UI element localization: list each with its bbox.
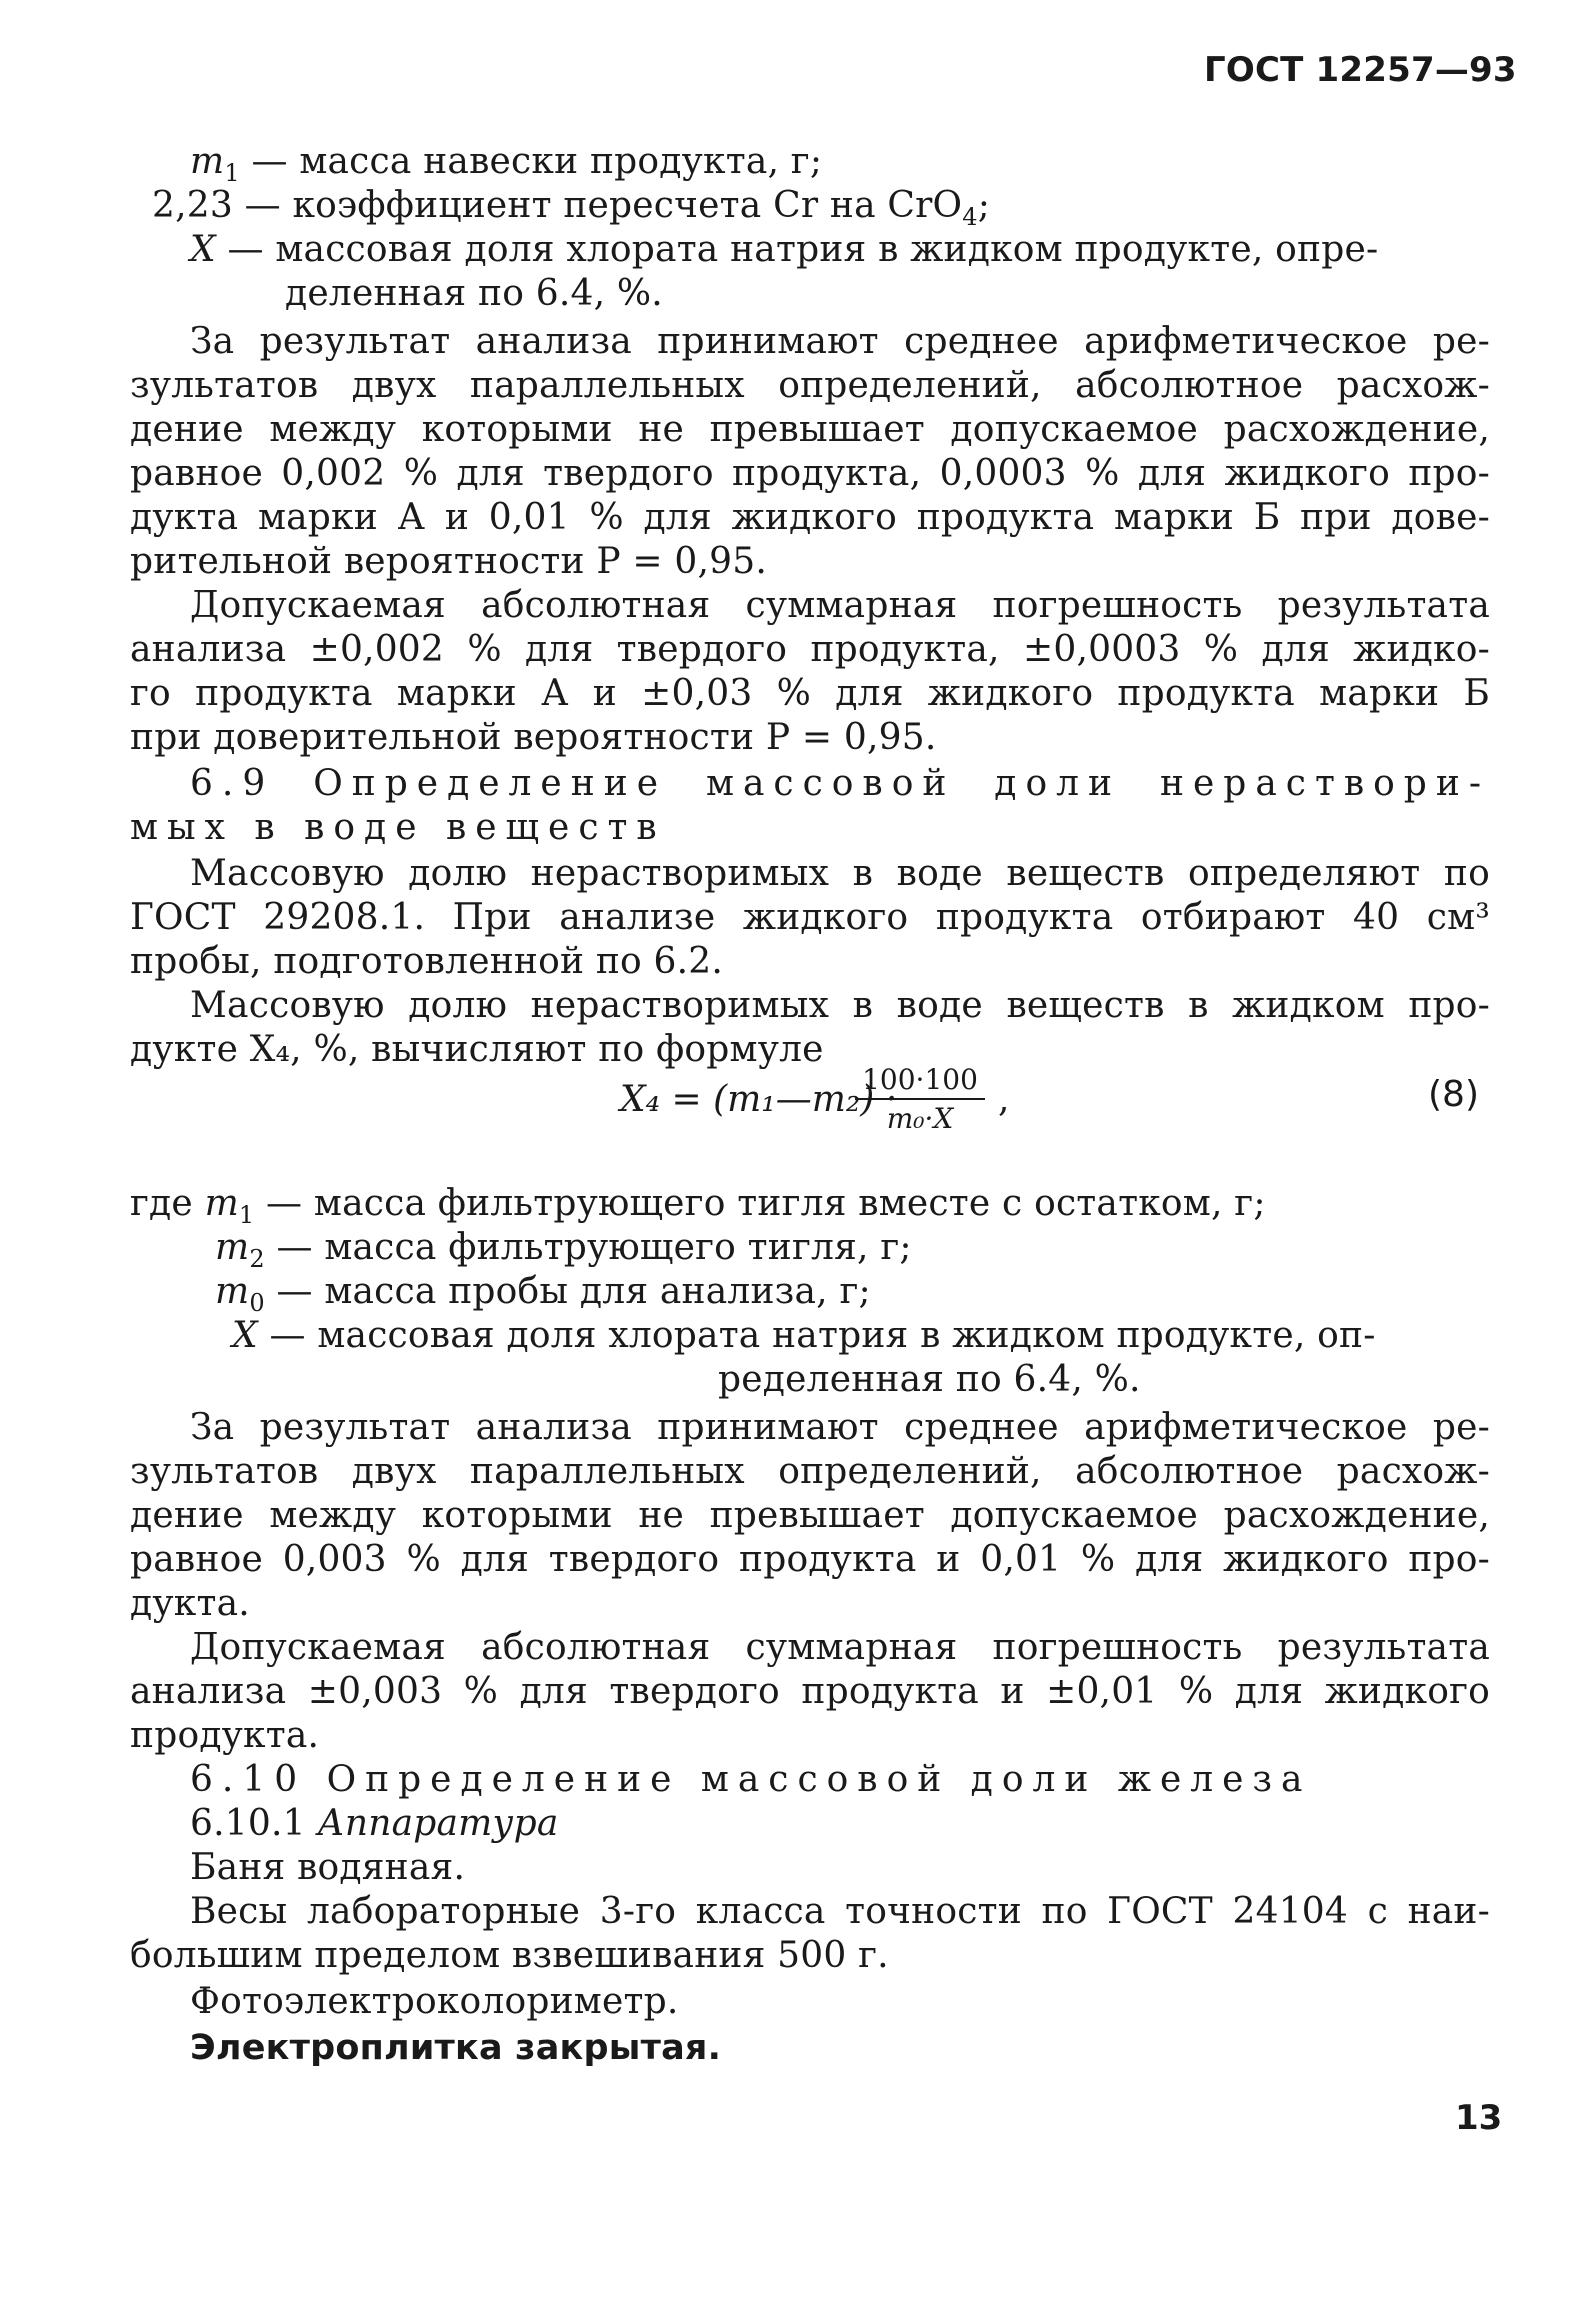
formula-lhs: X₄ = (m₁—m₂) · [620,1079,898,1120]
subscript: 1 [224,159,240,188]
definition-text: — массовая доля хлората натрия в жидком продукте, опре- [215,229,1379,270]
paragraph-line: при доверительной вероятности P = 0,95. [130,717,937,758]
definition-text: — масса навески продукта, г; [239,141,823,182]
paragraph-line: Допускаемая абсолютная суммарная погрешность результата [190,585,1490,626]
definition-text: — масса фильтрующего тигля, г; [264,1227,912,1268]
page-number: 13 [1455,2098,1503,2138]
definition-m0 [215,1270,871,1318]
paragraph-line: равное 0,002 % для твердого продукта, 0,0003 % для жидкого про- [130,453,1490,494]
paragraph-line: равное 0,003 % для твердого продукта и 0,01 % для жидкого про- [130,1539,1490,1580]
formula-8 [620,1055,1320,1175]
definition-x-continued: деленная по 6.4, %. [285,273,663,314]
paragraph-line: дукта. [130,1583,250,1624]
section-heading-continued: мых в воде веществ [130,807,666,848]
subscript: 0 [249,1289,265,1318]
symbol: m [190,141,225,182]
definition-x-continued: ределенная по 6.4, %. [718,1359,1141,1400]
subsection-heading [190,1802,559,1846]
formula-fraction [855,1063,985,1135]
paragraph-line: анализа ±0,002 % для твердого продукта, ±0,0003 % для жидко- [130,629,1490,670]
paragraph-line: Допускаемая абсолютная суммарная погрешность результата [190,1627,1490,1668]
section-heading: 6.9 Определение массовой доли нераствори- [190,763,1490,804]
equation-number: (8) [1428,1074,1479,1115]
formula-numerator: 100·100 [855,1063,985,1100]
subscript: 1 [238,1201,255,1230]
formula-denominator: m₀·X [886,1102,954,1135]
definition-text-end: ; [977,185,991,226]
symbol: X [190,229,216,270]
paragraph-line: го продукта марки А и ±0,03 % для жидкого продукта марки Б [130,673,1490,714]
subscript: 4 [962,203,978,232]
apparatus-item: Весы лабораторные 3-го класса точности по ГОСТ 24104 с наи- [190,1891,1490,1932]
paragraph-line: зультатов двух параллельных определений, абсолютное расхож- [130,1451,1490,1492]
paragraph-line: дение между которыми не превышает допускаемое расхождение, [130,1495,1490,1536]
definition-x [232,1314,1376,1358]
subsection-title: Аппаратура [317,1803,559,1844]
paragraph-line: продукта. [130,1715,320,1756]
paragraph-line: За результат анализа принимают среднее арифметическое ре- [190,1407,1490,1448]
paragraph-line: Массовую долю нерастворимых в воде веществ в жидком про- [190,985,1490,1026]
definition-text: — коэффициент пересчета Cr на CrO [232,185,963,226]
symbol: X [232,1315,258,1356]
subscript: 2 [249,1245,265,1274]
definition-x [190,228,1378,272]
definition-text: — массовая доля хлората натрия в жидком продукте, оп- [257,1315,1376,1356]
coefficient-value: 2,23 [152,185,233,226]
paragraph-line: Массовую долю нерастворимых в воде веществ определяют по [190,853,1490,894]
paragraph-line: ГОСТ 29208.1. При анализе жидкого продукта отбирают 40 см³ [130,897,1490,938]
paragraph-line: пробы, подготовленной по 6.2. [130,941,724,982]
apparatus-item: Баня водяная. [190,1847,466,1888]
paragraph-line: зультатов двух параллельных определений, абсолютное расхож- [130,365,1490,406]
paragraph-line: дукте X₄, %, вычисляют по формуле [130,1029,824,1070]
paragraph-line: дение между которыми не превышает допускаемое расхождение, [130,409,1490,450]
definition-m1 [190,140,823,188]
paragraph-line: анализа ±0,003 % для твердого продукта и ±0,01 % для жидкого [130,1671,1490,1712]
symbol: m [204,1183,239,1224]
definition-m1 [130,1182,1266,1230]
symbol: m [215,1227,250,1268]
definition-m2 [215,1226,912,1274]
paragraph-line: За результат анализа принимают среднее арифметическое ре- [190,321,1490,362]
definition-text: — масса пробы для анализа, г; [264,1271,871,1312]
apparatus-item: Электроплитка закрытая. [190,2028,722,2068]
formula-tail: , [998,1079,1010,1120]
definition-text: — масса фильтрующего тигля вместе с остатком, г; [254,1183,1266,1224]
paragraph-line: дукта марки А и 0,01 % для жидкого продукта марки Б при дове- [130,497,1490,538]
subsection-number: 6.10.1 [190,1803,318,1844]
symbol: m [215,1271,250,1312]
definition-coefficient [152,184,991,232]
paragraph-line: рительной вероятности P = 0,95. [130,541,768,582]
standard-header: ГОСТ 12257—93 [1204,50,1517,90]
apparatus-item-continued: большим пределом взвешивания 500 г. [130,1935,889,1976]
apparatus-item: Фотоэлектроколориметр. [190,1981,679,2022]
where-prefix: где [130,1183,205,1224]
section-heading: 6.10 Определение массовой доли железа [190,1759,1312,1800]
